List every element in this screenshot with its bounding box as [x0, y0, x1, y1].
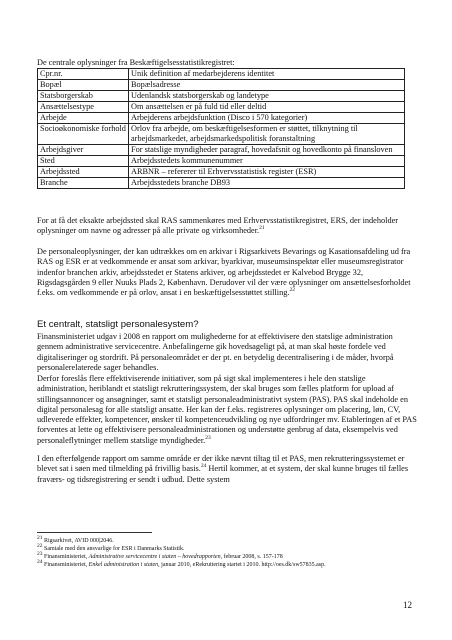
- table-row: [38, 145, 405, 156]
- table-cell-description: ARBNR – refererer til Erhvervsstatistisk register (ESR): [129, 167, 405, 178]
- page-number: 12: [403, 600, 412, 610]
- table-cell-field: Bopæl: [38, 80, 129, 91]
- table-row: [38, 156, 405, 167]
- table-cell-description: Bopælsadresse: [129, 80, 405, 91]
- footnote-separator: [37, 532, 152, 533]
- table-row: [38, 102, 405, 113]
- table-row: [38, 178, 405, 189]
- footnote-24: $^{24}$ Finansministeriet, Enkel administration i staten, januar 2010, eRekruttering startet i 2010. http://oes.dk/sw57835.asp.: [37, 559, 326, 568]
- table-cell-description: Orlov fra arbejde, om beskæftigelsesformen er støttet, tilknytning til arbejdsmarkedet, arbejdsmarkedspolitisk foranstaltning: [129, 124, 405, 145]
- paragraph-3b: Derfor foreslås flere effektiviserende initiativer, som på sigt skal implementeres i hele den statslige administration, heriblandt et statsligt rekrutteringssystem, der skal bruges som fælles platform for upload af stillingsannoncer og ansøgninger, samt et statsligt personaleadministrativt system (PAS). PAS skal indeholde en digital personalesag for alle statsligt ansatte. Her kan der f.eks. registreres oplysninger om placering, løn, CV, udleverede effekter, kompetencer, ønsker til kompetenceudvikling og nye udfordringer mv. Etableringen af et PAS forventes at lette og effektivisere personaleadministrationen og understøtte genbrug af data, eksempelvis ved personaleflytninger mellem statslige myndigheder.$^{23}$: [37, 374, 417, 445]
- table-cell-field: Sted: [38, 156, 129, 167]
- table-cell-description: Unik definition af medarbejderens identitet: [129, 69, 405, 80]
- table-row: [38, 69, 405, 80]
- paragraph-4: I den efterfølgende rapport om samme område er der ikke nævnt tiltag til et PAS, men rekrutteringssystemet er blevet sat i søen med tilmelding på frivillig basis.$^{24}$ Hertil kommer, at et system, der skal kunne bruges til fælles fraværs- og tidsregistrering er sendt i udbud. Dette system: [37, 454, 409, 484]
- footnote-22: $^{22}$ Samtale med den ansvarlige for ESR i Danmarks Statistik.: [37, 543, 185, 552]
- table-cell-description: Arbejdsstedets branche DB93: [129, 178, 405, 189]
- table-row: [38, 80, 405, 91]
- table-row: [38, 91, 405, 102]
- table-cell-field: Cpr.nr.: [38, 69, 129, 80]
- table-cell-description: For statslige myndigheder paragraf, hovedafsnit og hovedkonto på finansloven: [129, 145, 405, 156]
- table-cell-field: Branche: [38, 178, 129, 189]
- table-cell-field: Arbejdssted: [38, 167, 129, 178]
- table-cell-field: Ansættelsestype: [38, 102, 129, 113]
- paragraph-2: De personaleoplysninger, der kan udtrækkes om en arkivar i Rigsarkivets Bevarings og Kasationsafdeling ud fra RAS og ESR er at vedkommende er ansat som arkivar, byarkivar, museumsinspektør eller museumsregistrator indenfor branchen arkiv, arbejdsstedet er Statens arkiver, og arbejdsstedet er Kalvebod Brygge 32, Rigsdagsgården 9 eller Nuuks Plads 2, København. Derudover vil der være oplysninger om ansættelsesforholdet f.eks. om vedkommende er på orlov, ansat i en beskæftigelsesstøttet stilling.$^{22}$: [37, 247, 411, 298]
- footnote-ref-22[interactable]: 22: [289, 287, 295, 294]
- table-cell-description: Udenlandsk statsborgerskab og landetype: [129, 91, 405, 102]
- footnote-23: $^{23}$ Finansministeriet, Administrative servicecentre i staten – hovedrapporten, februar 2008, s. 157-178: [37, 551, 283, 560]
- table-cell-description: Om ansættelsen er på fuld tid eller deltid: [129, 102, 405, 113]
- table-cell-description: Arbejderens arbejdsfunktion (Disco i 570 kategorier): [129, 113, 405, 124]
- footnote-ref-23[interactable]: 23: [205, 435, 211, 442]
- paragraph-1: For at få det eksakte arbejdssted skal RAS sammenkøres med Erhvervsstatistikregistret, ERS, der indeholder oplysninger om navne og adresser på alle private og virksomheder.$^{21}$: [37, 216, 399, 236]
- table-cell-description: Arbejdsstedets kommunenummer: [129, 156, 405, 167]
- table-intro: De centrale oplysninger fra Beskæftigelsesstatistikregistret:: [37, 58, 235, 67]
- section-heading: Et centralt, statsligt personalesystem?: [37, 319, 199, 330]
- table-cell-field: Statsborgerskab: [38, 91, 129, 102]
- table-cell-field: Arbejde: [38, 113, 129, 124]
- table-row: [38, 124, 405, 145]
- table-row: [38, 167, 405, 178]
- paragraph-3a: Finansministeriet udgav i 2008 en rapport om mulighederne for at effektivisere den statslige administration gennem administrative servicecentre. Anbefalingerne gik hovedsageligt på, at man skal høste fordele ved digitaliseringer og stordrift. På personaleområdet er der pt. en betydelig decentralisering i de måder, hvorpå personalerelaterede sager behandles.: [37, 332, 394, 372]
- table-cell-field: Arbejdsgiver: [38, 145, 129, 156]
- footnote-21: $^{21}$ Rigsarkivet, AVID 000|2046.: [37, 535, 114, 544]
- footnote-ref-24[interactable]: 24: [200, 463, 207, 470]
- table-cell-field: Socioøkonomiske forhold: [38, 124, 129, 145]
- footnote-ref-21[interactable]: 21: [259, 225, 265, 232]
- table-row: [38, 113, 405, 124]
- register-table: [37, 68, 405, 189]
